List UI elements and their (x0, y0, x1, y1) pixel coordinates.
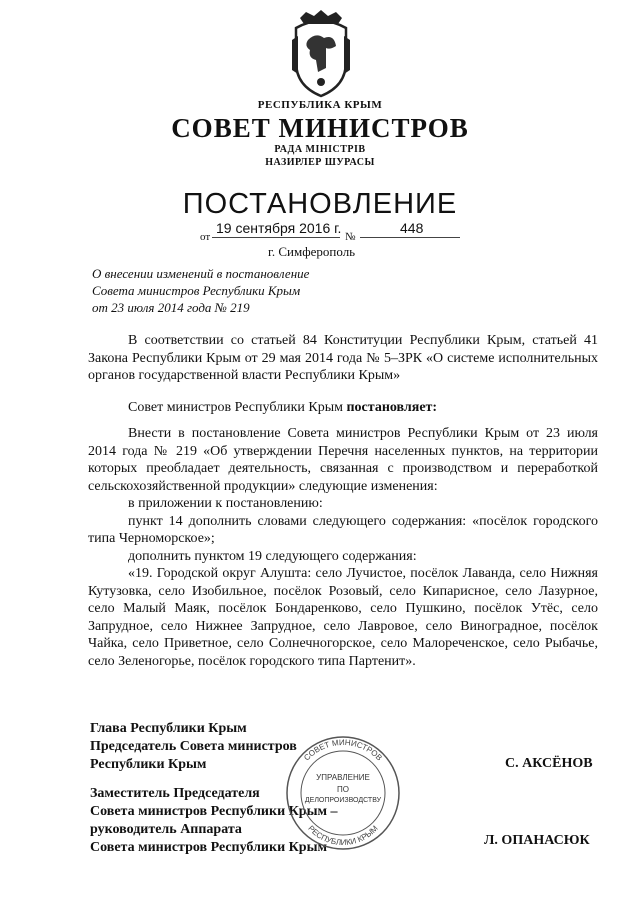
subject-line: О внесении изменений в постановление (92, 266, 310, 281)
signature-title-line: руководитель Аппарата (90, 822, 242, 837)
stamp-line: УПРАВЛЕНИЕ (316, 773, 370, 782)
head-signatory-name: С. АКСЁНОВ (505, 756, 593, 771)
resolution-text: Совет министров Республики Крым (128, 400, 347, 415)
decree-number: 448 (400, 220, 424, 236)
subject-line: Совета министров Республики Крым (92, 283, 301, 298)
signature-title-line: Совета министров Республики Крым (90, 840, 328, 855)
preamble-paragraph: В соответствии со статьей 84 Конституции Республики Крым, статьей 41 Закона Республики Крым от 29 мая 2014 года № 5–ЗРК «О системе исполнительных органов государственной власти Республики Крым» (88, 333, 598, 383)
decree-date: 19 сентября 2016 г. (216, 220, 342, 236)
signature-title-line: Председатель Совета министров (90, 739, 297, 754)
signature-title-line: Глава Республики Крым (90, 721, 247, 736)
date-underline (212, 237, 340, 238)
resolution-keyword: постановляет: (346, 400, 438, 415)
stamp-ring-bottom-text: РЕСПУБЛИКИ КРЫМ (306, 823, 380, 848)
subject-line: от 23 июля 2014 года № 219 (92, 300, 250, 315)
decree-date-line (200, 220, 460, 242)
signature-title-line: Заместитель Председателя (90, 786, 260, 801)
stamp-line: ПО (337, 785, 349, 794)
date-prefix: от (200, 231, 211, 243)
republic-header: РЕСПУБЛИКА КРЫМ (257, 99, 383, 111)
council-title-ua: РАДА МІНІСТРІВ (274, 144, 366, 155)
council-title: СОВЕТ МИНИСТРОВ (171, 113, 469, 143)
coat-of-arms-emblem (290, 10, 352, 98)
decree-city: г. Симферополь (268, 244, 356, 259)
number-underline (360, 237, 460, 238)
council-title-crh: НАЗИРЛЕР ШУРАСЫ (265, 157, 375, 168)
signature-title-line: Республики Крым (90, 757, 207, 772)
resolution-paragraph (88, 399, 598, 417)
number-label: № (345, 231, 356, 243)
decree-title: ПОСТАНОВЛЕНИЕ (182, 188, 458, 220)
body-paragraph: дополнить пунктом 19 следующего содержания: (128, 548, 417, 564)
body-paragraph: «19. Городской округ Алушта: село Лучистое, посёлок Лаванда, село Нижняя Кутузовка, село Изобильное, посёлок Розовый, село Кипарисное, село Лазурное, село Малый Маяк, посёлок Бондаренково, село Пушкино, посёлок Утёс, село Запрудное, село Нижнее Запрудное, село Лавровое, село Виноградное, посёлок Чайка, село Приветное, село Солнечногорское, село Малореченское, село Рыбачье, село Зеленогорье, посёлок городского типа Партенит». (88, 566, 598, 669)
deputy-signatory-name: Л. ОПАНАСЮК (484, 833, 590, 848)
body-paragraph: пункт 14 дополнить словами следующего содержания: «посёлок городского типа Черноморское»; (88, 513, 598, 546)
decree-body (88, 425, 598, 670)
signature-title-line: Совета министров Республики Крым – (90, 804, 338, 819)
decree-subject (92, 265, 412, 316)
body-paragraph: Внести в постановление Совета министров Республики Крым от 23 июля 2014 года № 219 «Об утверждении Перечня населенных пунктов, на территории которых преобладает деятельность, связанная с производством и переработкой сельскохозяйственной продукции» следующие изменения: (88, 426, 598, 494)
stamp-line: ДЕЛОПРОИЗВОДСТВУ (304, 797, 382, 804)
body-paragraph: в приложении к постановлению: (128, 496, 323, 511)
official-stamp (283, 733, 403, 853)
stamp-ring-top-text: СОВЕТ МИНИСТРОВ (302, 737, 384, 763)
head-signature-block (90, 720, 297, 774)
